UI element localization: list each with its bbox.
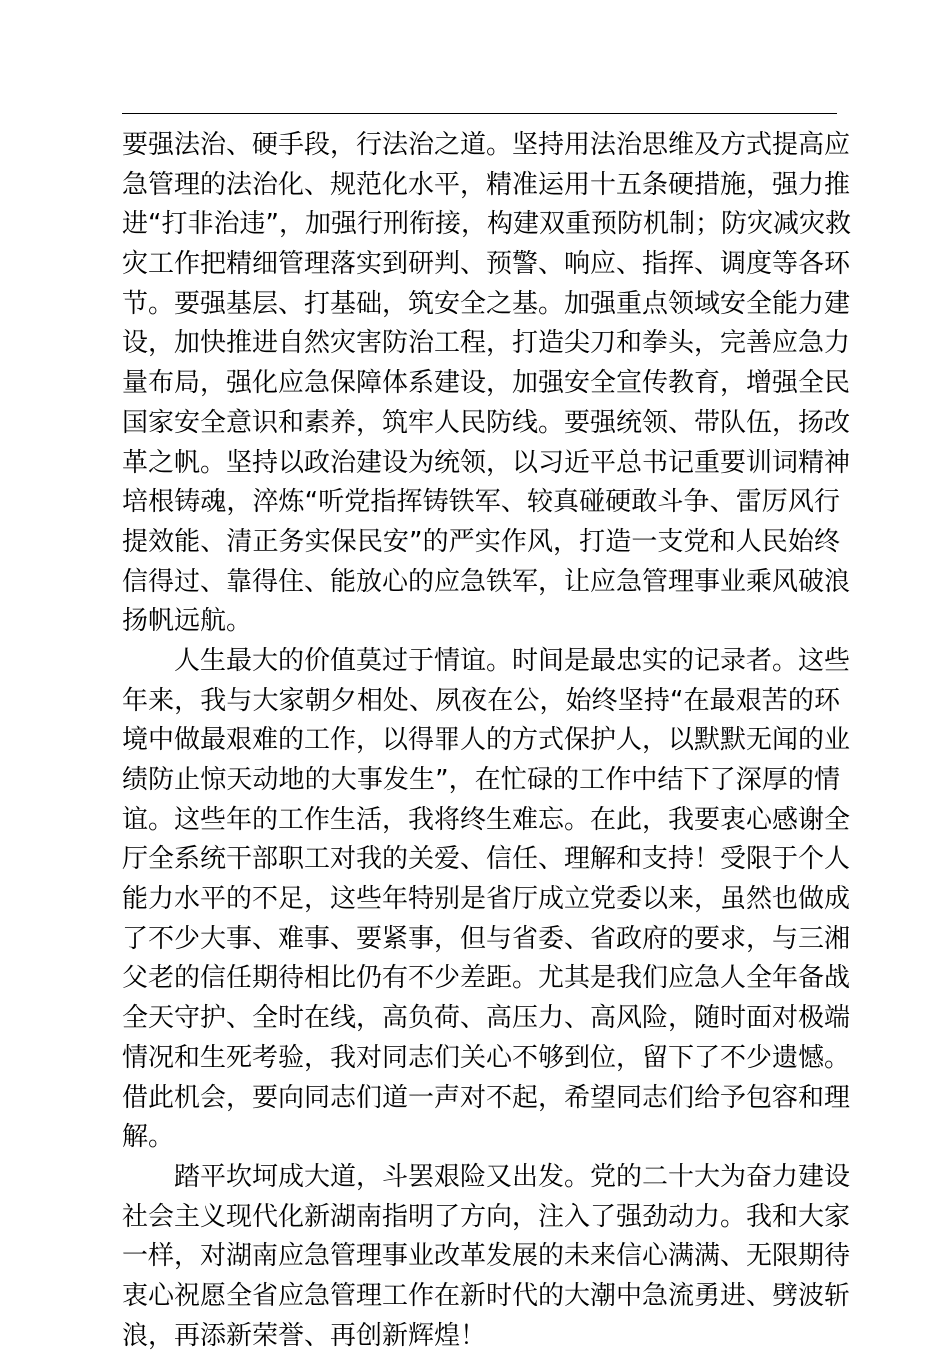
text-line: 解。 (122, 1122, 175, 1153)
paragraph-first-line: 踏平坎坷成大道，斗罢艰险又出发。党的二十大为奋力建设 (174, 1161, 851, 1192)
text-line: 年来，我与大家朝夕相处、夙夜在公，始终坚持“在最艰苦的环 (122, 685, 840, 716)
text-line: 借此机会，要向同志们道一声对不起，希望同志们给予包容和理 (122, 1082, 851, 1113)
text-line: 量布局，强化应急保障体系建设，加强安全宣传教育，增强全民 (122, 368, 851, 399)
text-line: 进“打非治违”，加强行刑衔接，构建双重预防机制；防灾减灾救 (122, 209, 851, 240)
text-line: 扬帆远航。 (122, 606, 253, 637)
text-line: 节。要强基层、打基础，筑安全之基。加强重点领域安全能力建 (122, 288, 851, 319)
text-line: 灾工作把精细管理落实到研判、预警、响应、指挥、调度等各环 (122, 249, 851, 280)
text-line: 了不少大事、难事、要紧事，但与省委、省政府的要求，与三湘 (122, 923, 851, 954)
text-line: 全天守护、全时在线，高负荷、高压力、高风险，随时面对极端 (122, 1003, 851, 1034)
text-line: 信得过、靠得住、能放心的应急铁军，让应急管理事业乘风破浪 (122, 566, 851, 597)
text-line: 父老的信任期待相比仍有不少差距。尤其是我们应急人全年备战 (122, 963, 851, 994)
text-line: 绩防止惊天动地的大事发生”，在忙碌的工作中结下了深厚的情 (122, 765, 840, 795)
header-rule (122, 113, 837, 114)
text-line: 衷心祝愿全省应急管理工作在新时代的大潮中急流勇进、劈波斩 (122, 1280, 851, 1311)
text-line: 提效能、清正务实保民安”的严实作风，打造一支党和人民始终 (122, 526, 840, 557)
text-line: 社会主义现代化新湖南指明了方向，注入了强劲动力。我和大家 (122, 1201, 851, 1232)
text-line: 谊。这些年的工作生活，我将终生难忘。在此，我要衷心感谢全 (122, 804, 851, 835)
text-line: 急管理的法治化、规范化水平，精准运用十五条硬措施，强力推 (122, 169, 851, 200)
paragraph-first-line: 人生最大的价值莫过于情谊。时间是最忠实的记录者。这些 (174, 645, 851, 676)
text-line: 能力水平的不足，这些年特别是省厅成立党委以来，虽然也做成 (122, 884, 851, 915)
text-line: 国家安全意识和素养，筑牢人民防线。要强统领、带队伍，扬改 (122, 407, 851, 438)
body-text (122, 126, 851, 1356)
text-line: 厅全系统干部职工对我的关爱、信任、理解和支持！受限于个人 (122, 844, 851, 875)
text-line: 一样，对湖南应急管理事业改革发展的未来信心满满、无限期待 (122, 1241, 851, 1272)
text-line: 培根铸魂，淬炼“听党指挥铸铁军、较真碰硬敢斗争、雷厉风行 (122, 487, 840, 518)
text-line: 要强法治、硬手段，行法治之道。坚持用法治思维及方式提高应 (122, 130, 851, 160)
text-line: 设，加快推进自然灾害防治工程，打造尖刀和拳头，完善应急力 (122, 328, 851, 359)
text-line: 境中做最艰难的工作，以得罪人的方式保护人，以默默无闻的业 (122, 725, 851, 756)
text-line: 浪，再添新荣誉、再创新辉煌！ (122, 1320, 487, 1351)
text-line: 情况和生死考验，我对同志们关心不够到位，留下了不少遗憾。 (122, 1042, 851, 1073)
text-line: 革之帆。坚持以政治建设为统领，以习近平总书记重要训词精神 (122, 447, 851, 478)
